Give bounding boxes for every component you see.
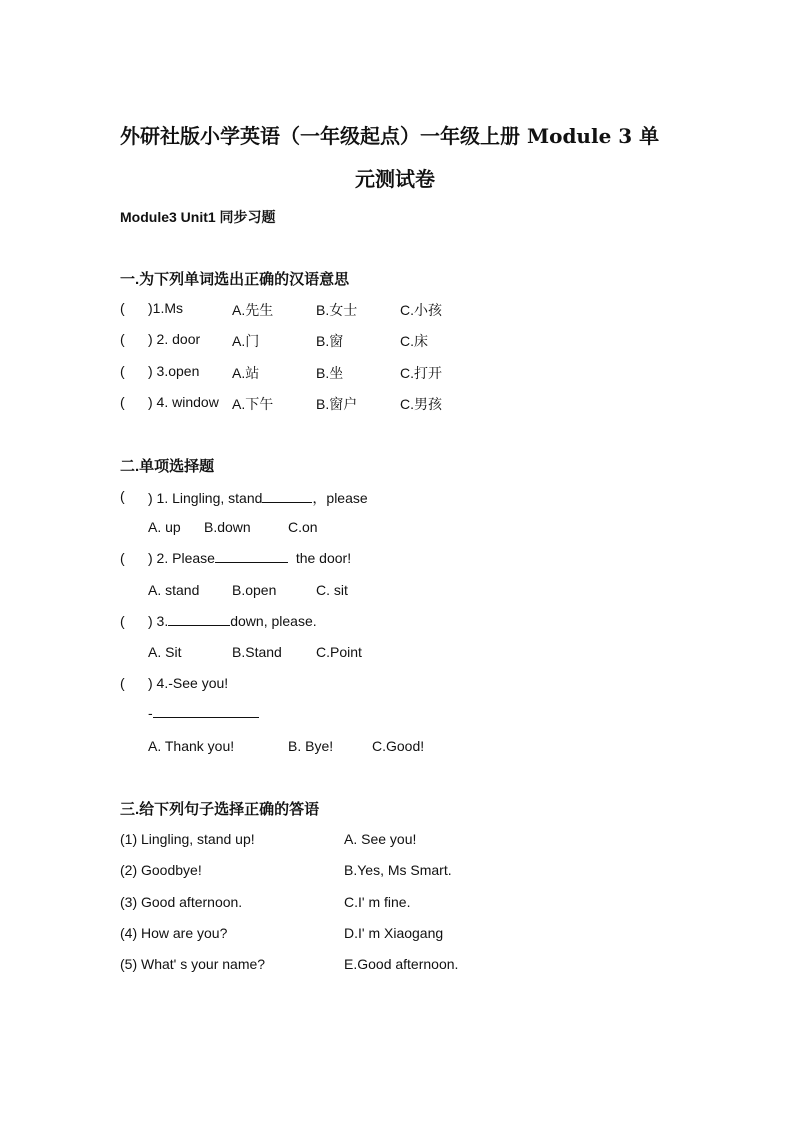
match-question: (3) Good afternoon. <box>120 894 243 910</box>
option-a: A.门 <box>232 333 260 349</box>
question-word: )1.Ms <box>148 300 183 316</box>
option-b: B.Stand <box>232 644 282 660</box>
fill-blank[interactable] <box>215 561 288 563</box>
option-c: C.打开 <box>400 365 442 381</box>
option-b: B.坐 <box>316 365 344 381</box>
reply-dash: - <box>148 705 153 721</box>
question-1 <box>148 488 368 508</box>
option-a: A. up <box>148 519 181 535</box>
fill-blank[interactable] <box>168 624 230 626</box>
option-c: C.Point <box>316 644 362 660</box>
section3-heading: 三.给下列句子选择正确的答语 <box>120 801 320 818</box>
question-word: ) 2. door <box>148 331 201 347</box>
option-a: A.先生 <box>232 302 274 318</box>
option-b: B.窗 <box>316 333 344 349</box>
option-b: B.女士 <box>316 302 358 318</box>
match-answer: A. See you! <box>344 831 417 847</box>
option-a: A. Sit <box>148 644 182 660</box>
question-text: ) 3. <box>148 613 169 629</box>
answer-paren: ( <box>120 613 125 629</box>
question-text: ) 2. Please <box>148 550 215 566</box>
option-c: C.Good! <box>372 738 425 754</box>
answer-paren: ( <box>120 394 125 410</box>
answer-paren: ( <box>120 488 125 504</box>
question-3 <box>148 613 317 629</box>
option-c: C. sit <box>316 582 348 598</box>
option-b: B. Bye! <box>288 738 334 754</box>
option-b: B.窗户 <box>316 396 358 412</box>
question-text-end: the door! <box>291 550 352 566</box>
question-text-end: ，please <box>312 490 368 506</box>
reply-line <box>148 705 259 721</box>
match-question: (1) Lingling, stand up! <box>120 831 255 847</box>
match-answer: D.I' m Xiaogang <box>344 925 444 941</box>
option-c: C.on <box>288 519 318 535</box>
match-question: (4) How are you? <box>120 925 228 941</box>
option-b: B.down <box>204 519 251 535</box>
option-b: B.open <box>232 582 277 598</box>
question-2 <box>148 550 351 566</box>
section2-heading: 二.单项选择题 <box>120 458 215 475</box>
answer-paren: ( <box>120 300 125 316</box>
answer-paren: ( <box>120 331 125 347</box>
question-text: ) 1. Lingling, stand <box>148 490 263 506</box>
doc-title-line1: 外研社版小学英语（一年级起点）一年级上册 Module 3 单 <box>120 124 660 148</box>
option-a: A.站 <box>232 365 260 381</box>
option-a: A. Thank you! <box>148 738 235 754</box>
doc-title-line2: 元测试卷 <box>355 167 435 191</box>
question-word: ) 4. window <box>148 394 219 410</box>
fill-blank[interactable] <box>153 716 259 718</box>
match-question: (2) Goodbye! <box>120 862 202 878</box>
option-a: A.下午 <box>232 396 274 412</box>
option-c: C.男孩 <box>400 396 442 412</box>
answer-paren: ( <box>120 363 125 379</box>
match-answer: C.I' m fine. <box>344 894 411 910</box>
match-answer: E.Good afternoon. <box>344 956 459 972</box>
match-question: (5) What' s your name? <box>120 956 266 972</box>
fill-blank[interactable] <box>262 501 312 503</box>
question-word: ) 3.open <box>148 363 200 379</box>
section1-heading: 一.为下列单词选出正确的汉语意思 <box>120 271 350 288</box>
option-c: C.小孩 <box>400 302 442 318</box>
answer-paren: ( <box>120 675 125 691</box>
question-text-end: down, please. <box>230 613 317 629</box>
answer-paren: ( <box>120 550 125 566</box>
option-c: C.床 <box>400 333 428 349</box>
option-a: A. stand <box>148 582 200 598</box>
question-4: ) 4.-See you! <box>148 675 229 691</box>
match-answer: B.Yes, Ms Smart. <box>344 862 452 878</box>
unit-subtitle: Module3 Unit1 同步习题 <box>120 209 276 225</box>
